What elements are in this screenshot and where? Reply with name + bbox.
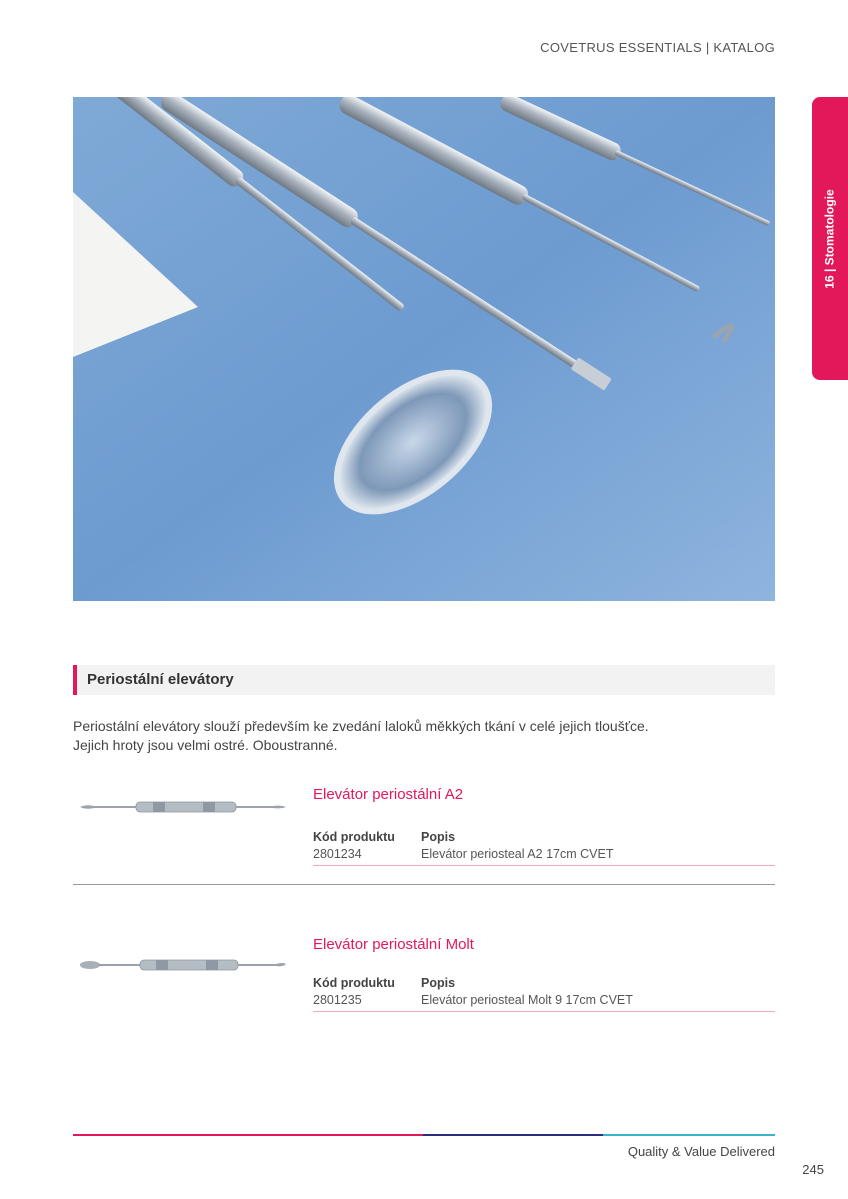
catalog-header: COVETRUS ESSENTIALS | KATALOG (540, 40, 775, 55)
product-code: 2801235 (313, 993, 362, 1007)
page-number: 245 (802, 1162, 824, 1177)
footer-line-navy (423, 1134, 603, 1136)
footer-line-teal (603, 1134, 775, 1136)
product-title: Elevátor periostální A2 (313, 786, 464, 803)
description-column-header: Popis (421, 976, 456, 990)
chapter-tab[interactable] (812, 97, 848, 380)
footer-line-pink (73, 1134, 423, 1136)
chapter-tab-label: 16 | Stomatologie (823, 188, 837, 289)
product-divider (73, 884, 775, 885)
footer-tagline: Quality & Value Delivered (627, 1144, 775, 1159)
intro-line-1: Periostální elevátory slouží především ke zvedání laloků měkkých tkání v celé jejich tloušťce. (73, 718, 649, 734)
code-column-header: Kód produktu (313, 830, 395, 844)
product-code: 2801234 (313, 847, 362, 861)
product-description: Elevátor periosteal Molt 9 17cm CVET (421, 993, 633, 1007)
section-title: Periostální elevátory (87, 671, 234, 688)
instrument-image (78, 792, 288, 822)
instrument-image (78, 950, 288, 980)
product-description: Elevátor periosteal A2 17cm CVET (421, 847, 614, 861)
product-table (313, 975, 775, 1012)
section-heading-bar (73, 665, 775, 695)
description-column-header: Popis (421, 830, 456, 844)
section-intro (73, 717, 775, 755)
product-title: Elevátor periostální Molt (313, 936, 474, 953)
hero-photo-dental-instruments (73, 97, 775, 601)
code-column-header: Kód produktu (313, 976, 395, 990)
product-table (313, 829, 775, 866)
intro-line-2: Jejich hroty jsou velmi ostré. Oboustranné. (73, 737, 338, 753)
